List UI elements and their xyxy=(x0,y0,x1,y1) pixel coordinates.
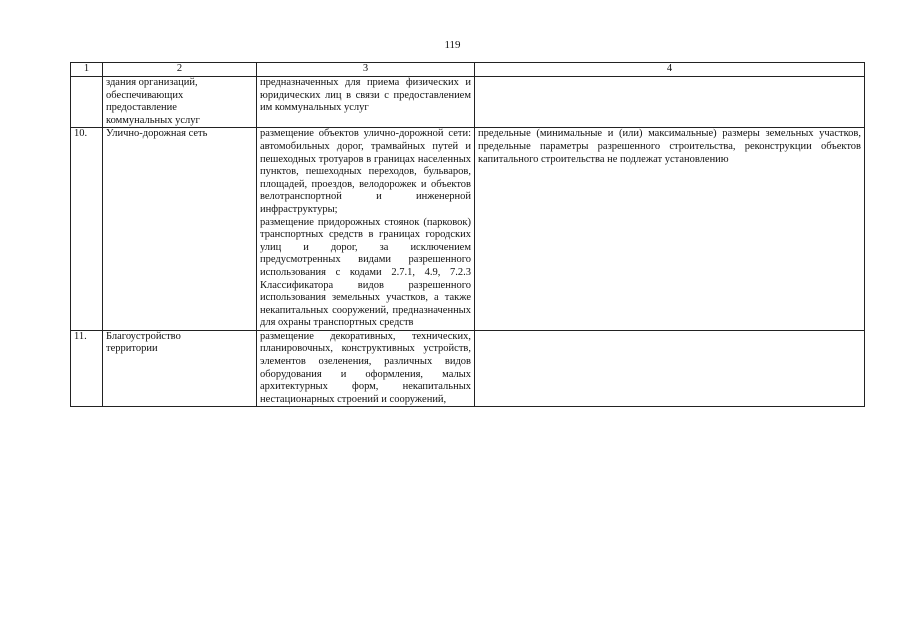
use-name: Благоустройство территории xyxy=(103,330,257,407)
use-name: Улично-дорожная сеть xyxy=(103,128,257,331)
header-cell-1: 1 xyxy=(71,63,103,77)
land-use-table xyxy=(70,62,865,407)
table-row xyxy=(71,77,865,128)
use-description: предназначенных для приема физических и юридических лиц в связи с предоставлением им коммунальных услуг xyxy=(257,77,475,128)
use-parameters: предельные (минимальные и (или) максимальные) размеры земельных участков, предельные параметры разрешенного строительства, реконструкции объектов капитального строительства не подлежат установлению xyxy=(475,128,865,331)
row-number xyxy=(71,77,103,128)
use-parameters xyxy=(475,77,865,128)
page-number: 119 xyxy=(444,39,461,51)
row-number: 11. xyxy=(71,330,103,407)
table-header-row xyxy=(71,63,865,77)
header-cell-4: 4 xyxy=(475,63,865,77)
use-description: размещение объектов улично-дорожной сети: автомобильных дорог, трамвайных путей и пешеходных тротуаров в границах населенных пунктов, пешеходных переходов, бульваров, площадей, проездов, велодорожек и объектов велотранспортной и инженерной инфраструктуры; размещение придорожных стоянок (парковок) транспортных средств в границах городских улиц и дорог, за исключением предусмотренных видами разрешенного использования с кодами 2.7.1, 4.9, 7.2.3 Классификатора видов разрешенного использования земельных участков, а также некапитальных сооружений, предназначенных для охраны транспортных средств xyxy=(257,128,475,331)
header-cell-2: 2 xyxy=(103,63,257,77)
use-name: здания организаций, обеспечивающих предоставление коммунальных услуг xyxy=(103,77,257,128)
header-cell-3: 3 xyxy=(257,63,475,77)
use-description: размещение декоративных, технических, планировочных, конструктивных устройств, элементов озеленения, различных видов оборудования и оформления, малых архитектурных форм, некапитальных нестационарных строений и сооружений, xyxy=(257,330,475,407)
use-parameters xyxy=(475,330,865,407)
table-row xyxy=(71,330,865,407)
row-number: 10. xyxy=(71,128,103,331)
table-row xyxy=(71,128,865,331)
